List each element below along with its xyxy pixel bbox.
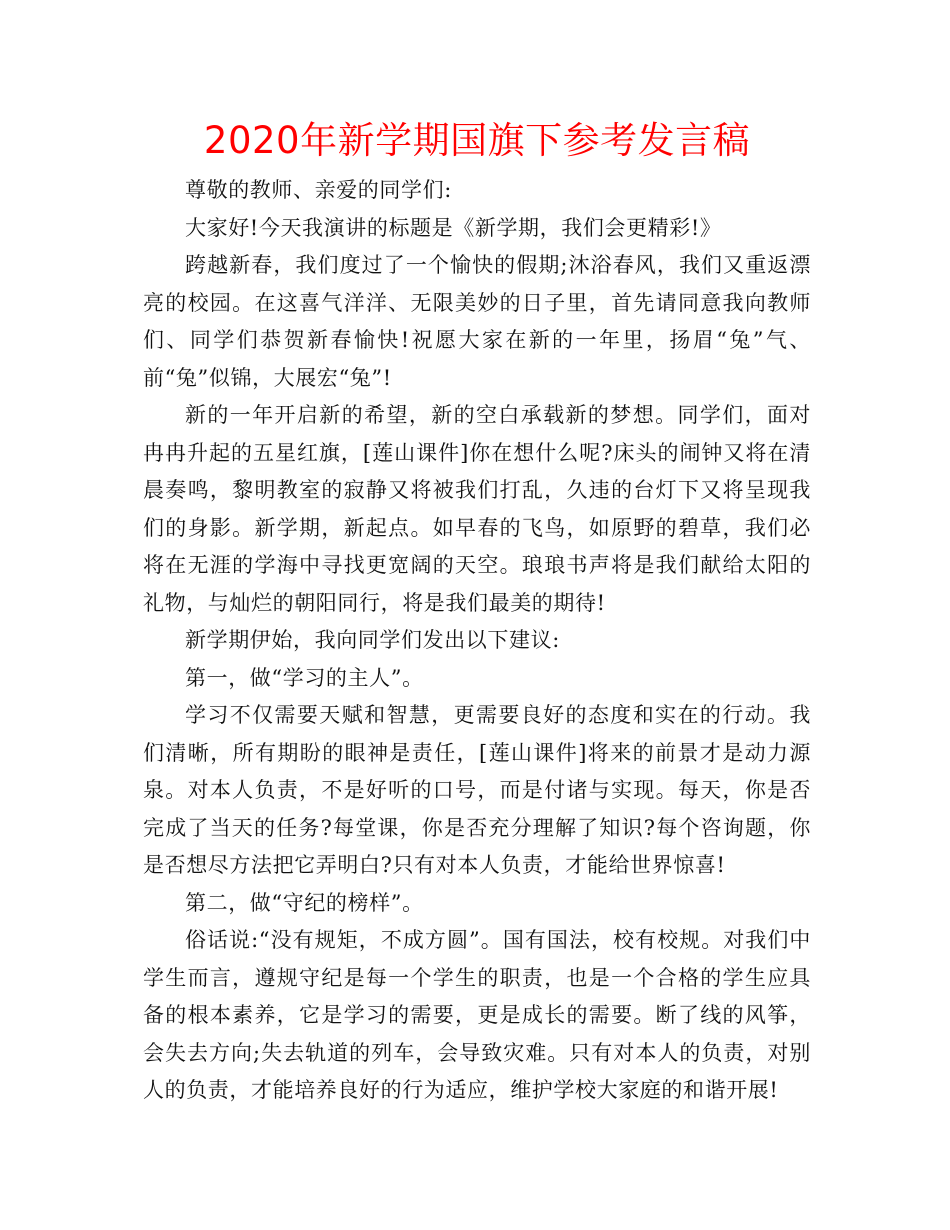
body-paragraph: 新学期伊始，我向同学们发出以下建议: [185, 628, 560, 652]
document-page [143, 118, 811, 1110]
body-paragraph: 跨越新春，我们度过了一个愉快的假期;沐浴春风，我们又重返漂亮的校园。在这喜气洋洋、无限美妙的日子里，首先请同意我向教师们、同学们恭贺新春愉快!祝愿大家在新的一年里，扬眉“兔”气、前“兔”似锦，大展宏“兔”! [143, 253, 811, 390]
body-paragraph: 学习不仅需要天赋和智慧，更需要良好的态度和实在的行动。我们清晰，所有期盼的眼神是责任，[莲山课件]将来的前景才是动力源泉。对本人负责，不是好听的口号，而是付诸与实现。每天，你是否完成了当天的任务?每堂课，你是否充分理解了知识?每个咨询题，你是否想尽方法把它弄明白?只有对本人负责，才能给世界惊喜! [143, 703, 811, 877]
body-paragraph: 新的一年开启新的希望，新的空白承载新的梦想。同学们，面对冉冉升起的五星红旗，[莲山课件]你在想什么呢?床头的闹钟又将在清晨奏鸣，黎明教室的寂静又将被我们打乱，久违的台灯下又将呈现我们的身影。新学期，新起点。如早春的飞鸟，如原野的碧草，我们必将在无涯的学海中寻找更宽阔的天空。琅琅书声将是我们献给太阳的礼物，与灿烂的朝阳同行，将是我们最美的期待! [143, 403, 811, 615]
greeting-paragraph: 尊敬的教师、亲爱的同学们: [185, 178, 452, 202]
body-paragraph: 俗话说:“没有规矩，不成方圆”。国有国法，校有校规。对我们中学生而言，遵规守纪是每一个学生的职责，也是一个合格的学生应具备的根本素养，它是学习的需要，更是成长的需要。断了线的风筝，会失去方向;失去轨道的列车，会导致灾难。只有对本人的负责，对别人的负责，才能培养良好的行为适应，维护学校大家庭的和谐开展! [143, 928, 811, 1102]
document-title: 2020年新学期国旗下参考发言稿 [203, 119, 751, 162]
speech-topic-paragraph: 大家好!今天我演讲的标题是《新学期，我们会更精彩!》 [185, 215, 722, 240]
section-heading-paragraph: 第一，做“学习的主人”。 [185, 665, 424, 690]
section-heading-paragraph: 第二，做“守纪的榜样”。 [185, 890, 424, 915]
